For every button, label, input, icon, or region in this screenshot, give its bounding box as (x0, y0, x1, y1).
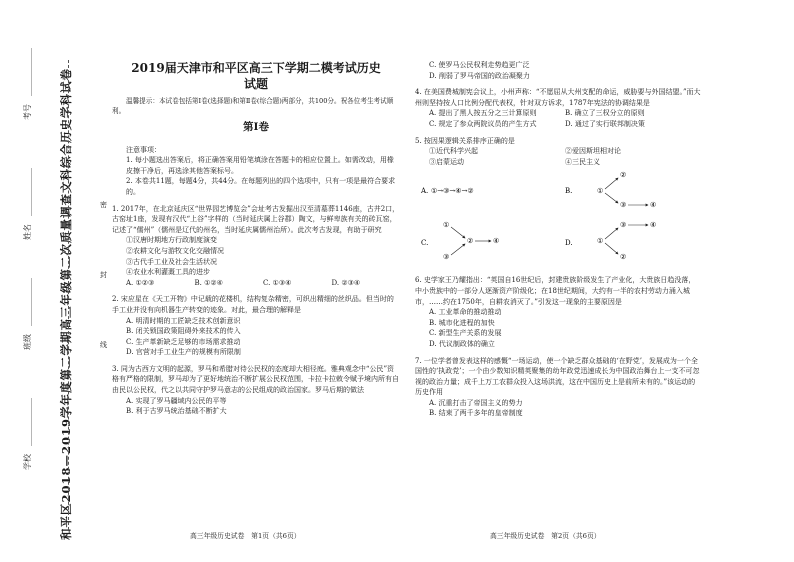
student-id-field[interactable]: 考号 ____________ (23, 48, 32, 120)
exam-title-line: 试题 (243, 77, 268, 91)
answer-option[interactable]: D. 官营对手工业生产的规模有所限制 (126, 348, 241, 357)
diagram-node: ① (597, 187, 604, 196)
answer-option[interactable]: A. 明清时期的工匠缺乏技术创新意识 (126, 316, 241, 325)
question-3 (112, 364, 400, 417)
diagram-chain: ①→③→④→② (431, 187, 474, 196)
instructions-title: 注意事项： (126, 145, 161, 154)
question-item: ③启蒙运动 (429, 157, 464, 166)
question-item: ①近代科学兴起 (429, 147, 478, 156)
school-field[interactable]: 学校 ____________ (23, 398, 32, 470)
answer-option[interactable]: A. 实现了罗马疆域内公民的平等 (126, 396, 227, 405)
instruction-item: 2. 本卷共11题，每题4分，共44分。在每题列出的四个选项中，只有一项是最符合要求的。 (126, 177, 396, 196)
diagram-label: B. (565, 187, 573, 196)
answer-option[interactable]: D. 代议制政体的确立 (429, 339, 495, 348)
answer-option[interactable]: B. 闭关锁国政策阻碍外来技术的传入 (126, 327, 241, 336)
seal-char: 密 (100, 201, 107, 209)
exam-title (112, 60, 400, 92)
question-items (415, 146, 701, 167)
diagram-node: ④ (493, 237, 500, 246)
seal-char: 线 (100, 341, 107, 349)
answer-options (112, 278, 400, 289)
exam-notice: 温馨提示：本试卷包括第Ⅰ卷(选择题)和第Ⅱ卷(综合题)两部分，共100分。祝各位考生考试顺利。 (112, 97, 394, 115)
answer-option[interactable]: D. 削弱了罗马帝国的政治凝聚力 (429, 71, 530, 80)
diagram-label: C. (421, 239, 429, 248)
diagram-node: ④ (650, 201, 657, 210)
question-stem: 2. 宋应星在《天工开物》中记载的花楼机，结构复杂精密，可织出精细的丝织品。但当时的手工业并没有向机器生产转变的迹象。对此，最合理的解释是 (112, 295, 394, 314)
question-stem: 7. 一位学者曾发表这样的感慨“一场运动，使一个缺乏群众基础的‘在野党’，发展成为一个全国性的‘执政党’；一个由少数知识精英聚集的幼年政党迅速成长为中国政治舞台上一支不可忽视的政治力量；成千上万工农群众投入这场洪流，这在中国历史上是前所未有的。”该运动的历史作用 (415, 356, 700, 397)
diagram-node: ② (620, 171, 627, 180)
diagram-arrow (451, 227, 465, 238)
exam-title-line: 2019届天津市和平区高三下学期二模考试历史 (131, 61, 381, 75)
seal-char: 封 (100, 271, 107, 279)
answer-option[interactable]: A. 沉重打击了帝国主义的势力 (429, 398, 523, 407)
answer-option[interactable]: B. 确立了三权分立的原则 (565, 109, 645, 118)
causal-diagram (415, 169, 701, 269)
diagram-option-b[interactable] (565, 171, 656, 209)
diagram-node: ① (443, 221, 450, 230)
question-item: ②爱因斯坦相对论 (565, 147, 621, 156)
answer-options (415, 108, 701, 129)
question-stem: 4. 在美国费城制宪会议上，小州声称：“不愿屈从大州支配的命运，威胁要与外国结盟。”而大州则坚持按人口比例分配代表权，针对双方诉求，1787年宪法的协调结果是 (415, 88, 701, 107)
answer-option[interactable]: D. ②③④ (331, 278, 361, 287)
diagram-node: ③ (443, 253, 450, 262)
diagram-arrow (605, 178, 618, 189)
diagram-node: ② (467, 237, 474, 246)
diagram-label: D. (565, 239, 573, 248)
left-column (112, 60, 400, 417)
question-item: ②农耕文化与游牧文化交融情况 (126, 246, 224, 255)
answer-option[interactable]: B. 利于古罗马统治基础不断扩大 (126, 407, 227, 416)
question-4 (415, 87, 701, 129)
question-item: ④三民主义 (565, 157, 600, 166)
seal-line (68, 60, 69, 530)
diagram-node: ① (597, 237, 604, 246)
page-footer: 高三年级历史试卷 第1页（共6页） (190, 532, 301, 540)
answer-option[interactable]: D. 通过了实行联邦制决策 (565, 119, 645, 128)
diagram-option-c[interactable] (421, 221, 499, 261)
question-7 (415, 356, 701, 420)
binding-margin (0, 0, 120, 562)
page-footer: 高三年级历史试卷 第2页（共6页） (490, 532, 601, 540)
answer-option[interactable]: B. 结束了两千多年的皇帝制度 (429, 409, 523, 418)
question-item: ①汉唐时期地方行政制度演变 (126, 236, 217, 245)
diagram-arrow (605, 243, 618, 254)
answer-option[interactable]: C. 规定了参众两院议员的产生方式 (429, 119, 537, 128)
diagram-node: ③ (620, 201, 627, 210)
answer-option[interactable]: C. 使罗马公民权利走势趋更广泛 (429, 61, 530, 69)
right-column (415, 60, 701, 419)
name-field[interactable]: 姓名 ____________ (23, 168, 32, 240)
section-heading: 第Ⅰ卷 (243, 121, 269, 133)
question-item: ④农业水利灌溉工具的进步 (126, 268, 210, 277)
answer-option[interactable]: B. 城市化进程的加快 (429, 318, 495, 327)
answer-option[interactable]: A. 工业革命的推动推动 (429, 308, 502, 317)
question-stem: 1. 2017年，在北京延庆区“世界园艺博览会”会址考古发掘出汉至清墓葬1146座，古井2口，古窑址1座，发现有汉代“上谷”字样的（当时延庆属上谷郡）陶文，与鲜卑族有关的砖瓦窑，记述了“儒州”（儒州是辽代的州名，当时延庆属儒州治所）。此次考古发现，有助于研究 (112, 204, 400, 234)
instruction-item: 1. 每小题选出答案后，将正确答案用铅笔填涂在答题卡的相应位置上。如需改动，用橡皮擦干净后，再选涂其他答案标号。 (126, 156, 394, 175)
question-stem: 5. 按因果逻辑关系排序正确的是 (415, 136, 515, 145)
diagram-node: ③ (620, 221, 627, 230)
answer-option[interactable]: B. ①②④ (194, 278, 223, 287)
answer-option[interactable]: C. 生产革新缺乏足够的市场需求推动 (126, 337, 241, 346)
question-stem: 6. 史学家王乃耀指出：“英国自16世纪后，封建贵族阶级发生了产业化，大贵族日趋没落，中小贵族中的一部分人逐渐资产阶级化；在18世纪期间，大约有一半的农村劳动力涌入城市，……约在1750年，自耕农消灭了。”引发这一现象的主要原因是 (415, 276, 696, 306)
diagram-option-d[interactable] (565, 221, 656, 261)
class-field[interactable]: 班级 ____________ (23, 278, 32, 350)
question-2 (112, 294, 400, 358)
answer-option[interactable]: C. 新型生产关系的发展 (429, 329, 502, 338)
question-item: ③古代手工业及社会生活状况 (126, 257, 217, 266)
diagram-node: ④ (650, 221, 657, 230)
question-1 (112, 204, 400, 289)
diagram-arrow (605, 228, 618, 239)
diagram-option-a[interactable] (420, 187, 474, 195)
diagram-arrow (451, 244, 465, 255)
answer-option[interactable]: A. 提出了黑人按五分之三计算原则 (429, 109, 537, 118)
diagram-label: A. (421, 187, 429, 196)
diagram-arrow (605, 193, 618, 203)
question-6 (415, 275, 701, 349)
question-stem: 3. 同为古西方文明的起源，罗马和希腊对待公民权的态度却大相径庭。雅典观念中“公民”资格有严格的限制，罗马却为了更好地统治不断扩展公民权范围，卡拉卡拉敕令赋予境内所有自由民以公民权，代之以共同守护罗马意志的公民组成的政治国家。罗马后期的做法 (112, 364, 399, 395)
diagram-node: ② (620, 253, 627, 262)
answer-option[interactable]: C. ①③④ (263, 278, 292, 287)
answer-option[interactable]: A. ①②③ (126, 278, 155, 287)
vertical-exam-title: 和平区2018—2019学年度第二学期高三年级第二次质量调查文科综合历史学科试卷 (59, 67, 73, 540)
question-5 (415, 136, 701, 270)
